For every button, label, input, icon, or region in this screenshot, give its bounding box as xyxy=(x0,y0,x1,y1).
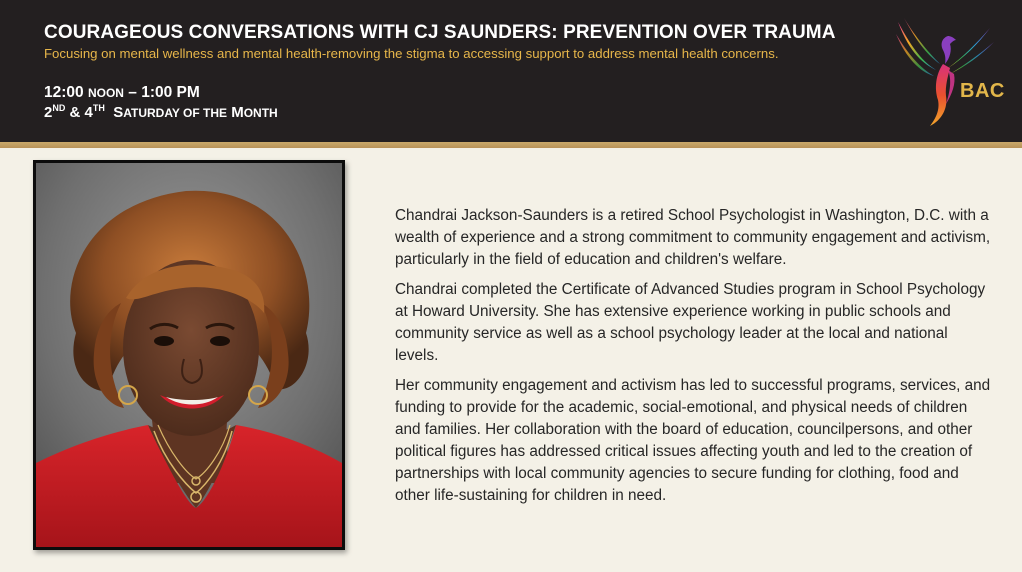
schedule-aturday: ATURDAY OF THE xyxy=(123,106,228,120)
time-noon: NOON xyxy=(87,86,124,100)
page-title: COURAGEOUS CONVERSATIONS WITH CJ SAUNDERS: PREVENTION OVER TRAUMA xyxy=(44,22,836,43)
page-subtitle: Focusing on mental wellness and mental health-removing the stigma to accessing support to address mental health concerns. xyxy=(44,46,779,61)
phoenix-logo-icon xyxy=(890,14,1000,130)
schedule-2: 2 xyxy=(44,104,53,121)
schedule-onth: ONTH xyxy=(243,106,278,120)
bio-paragraph: Chandrai completed the Certificate of Advanced Studies program in School Psychology at Howard University. She has extensive experience working in public schools and community service as well as a school psychology leader at the local and national levels. xyxy=(395,281,986,364)
portrait-image xyxy=(36,163,342,547)
schedule-nd: ND xyxy=(52,103,66,113)
speaker-bio xyxy=(395,205,995,515)
header-divider xyxy=(0,142,1022,148)
bio-paragraph: Chandrai Jackson-Saunders is a retired School Psychologist in Washington, D.C. with a wealth of experience and a strong commitment to community engagement and activism, particularly in the field of education and children's welfare. xyxy=(395,207,991,268)
speaker-photo xyxy=(33,160,345,550)
time-start: 12:00 xyxy=(44,84,84,101)
logo-text: BAC xyxy=(960,80,1005,102)
schedule-m: M xyxy=(231,104,244,121)
schedule-s: S xyxy=(113,104,124,121)
event-schedule xyxy=(44,103,278,121)
bio-paragraph: Her community engagement and activism has led to successful programs, services, and funding to provide for the academic, social-emotional, and physical needs of children and families. Her collaboration with the board of education, councilpersons, and other political figures has addressed critical issues affecting youth and led to the creation of partnerships with local community agencies to secure funding for clothing, food and other life-sustaining for children in need. xyxy=(395,377,991,504)
schedule-amp: & 4 xyxy=(69,104,93,121)
event-time xyxy=(44,84,200,102)
schedule-th: TH xyxy=(92,103,105,113)
time-end: – 1:00 PM xyxy=(128,84,200,101)
